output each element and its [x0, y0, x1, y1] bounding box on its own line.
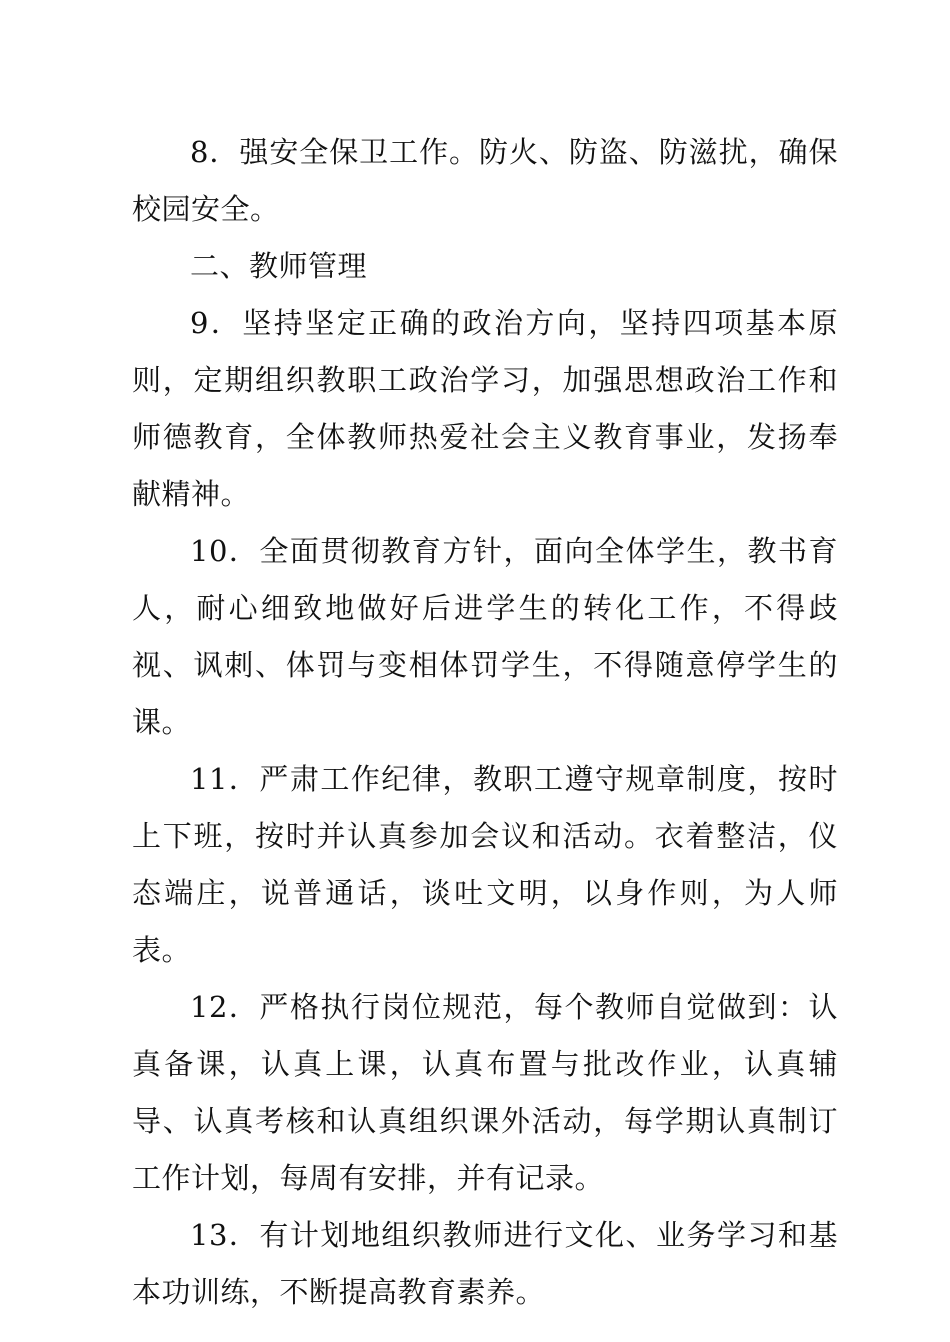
paragraph-item-13: 13．有计划地组织教师进行文化、业务学习和基本功训练，不断提高教育素养。 [132, 1218, 838, 1309]
paragraph-item-12: 12．严格执行岗位规范，每个教师自觉做到：认真备课，认真上课，认真布置与批改作业，认真辅导、认真考核和认真组织课外活动，每学期认真制订工作计划，每周有安排，并有记录。 [132, 990, 838, 1195]
paragraph-item-8: 8．强安全保卫工作。防火、防盗、防滋扰，确保校园安全。 [132, 135, 838, 226]
paragraph-item-9: 9．坚持坚定正确的政治方向，坚持四项基本原则，定期组织教职工政治学习，加强思想政治工作和师德教育，全体教师热爱社会主义教育事业，发扬奉献精神。 [132, 306, 838, 511]
document-body [132, 124, 838, 1321]
paragraph-item-11: 11．严肃工作纪律，教职工遵守规章制度，按时上下班，按时并认真参加会议和活动。衣着整洁，仪态端庄，说普通话，谈吐文明，以身作则，为人师表。 [132, 762, 838, 967]
paragraph-item-10: 10．全面贯彻教育方针，面向全体学生，教书育人，耐心细致地做好后进学生的转化工作，不得歧视、讽刺、体罚与变相体罚学生，不得随意停学生的课。 [132, 534, 838, 739]
section-heading-teacher-management: 二、教师管理 [190, 249, 368, 283]
